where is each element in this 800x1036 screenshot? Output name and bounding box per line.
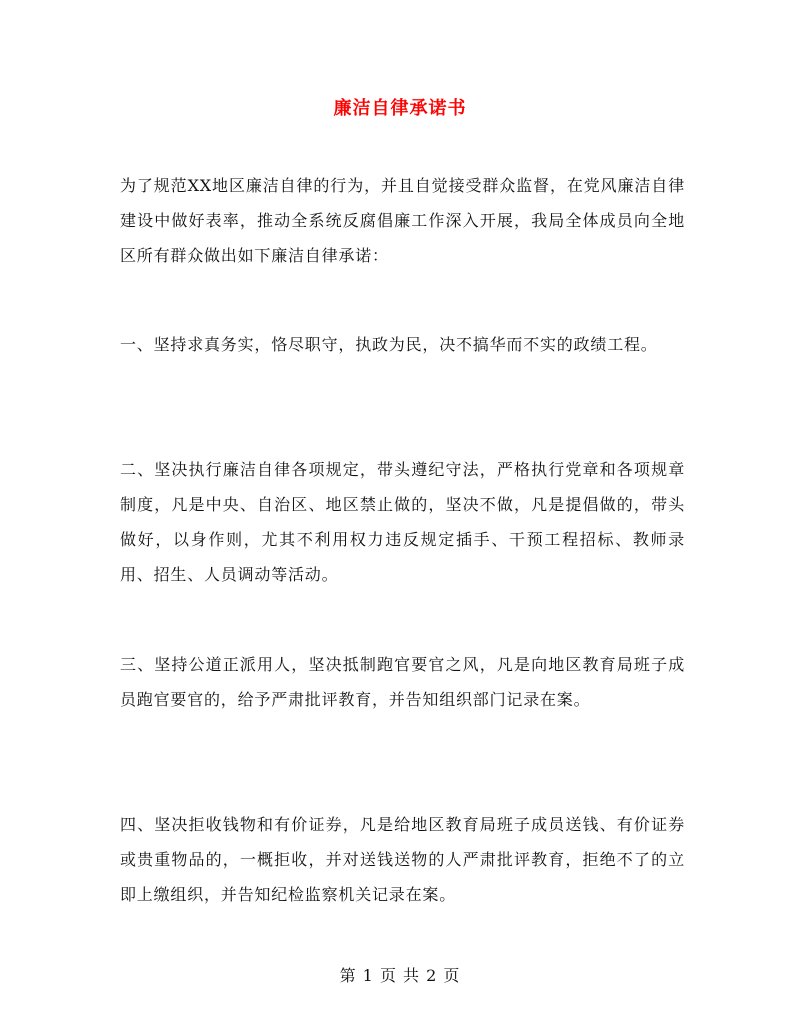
commitment-paragraph-4: 四、坚决拒收钱物和有价证券，凡是给地区教育局班子成员送钱、有价证券或贵重物品的，一概拒收，并对送钱送物的人严肃批评教育，拒绝不了的立即上缴组织，并告知纪检监察机关记录在案。 [120, 815, 685, 904]
document-title: 廉洁自律承诺书 [333, 98, 467, 119]
intro-paragraph: 为了规范XX地区廉洁自律的行为，并且自觉接受群众监督，在党风廉洁自律建设中做好表率，推动全系统反腐倡廉工作深入开展，我局全体成员向全地区所有群众做出如下廉洁自律承诺： [120, 176, 685, 265]
commitment-paragraph-3: 三、坚持公道正派用人，坚决抵制跑官要官之风，凡是向地区教育局班子成员跑官要官的，给予严肃批评教育，并告知组织部门记录在案。 [120, 655, 685, 709]
page-number-footer: 第 1 页 共 2 页 [339, 966, 461, 985]
commitment-paragraph-2: 二、坚决执行廉洁自律各项规定，带头遵纪守法，严格执行党章和各项规章制度，凡是中央、自治区、地区禁止做的，坚决不做，凡是提倡做的，带头做好，以身作则，尤其不利用权力违反规定插手、干预工程招标、教师录用、招生、人员调动等活动。 [120, 460, 685, 584]
commitment-paragraph-1: 一、坚持求真务实，恪尽职守，执政为民，决不搞华而不实的政绩工程。 [120, 335, 658, 354]
